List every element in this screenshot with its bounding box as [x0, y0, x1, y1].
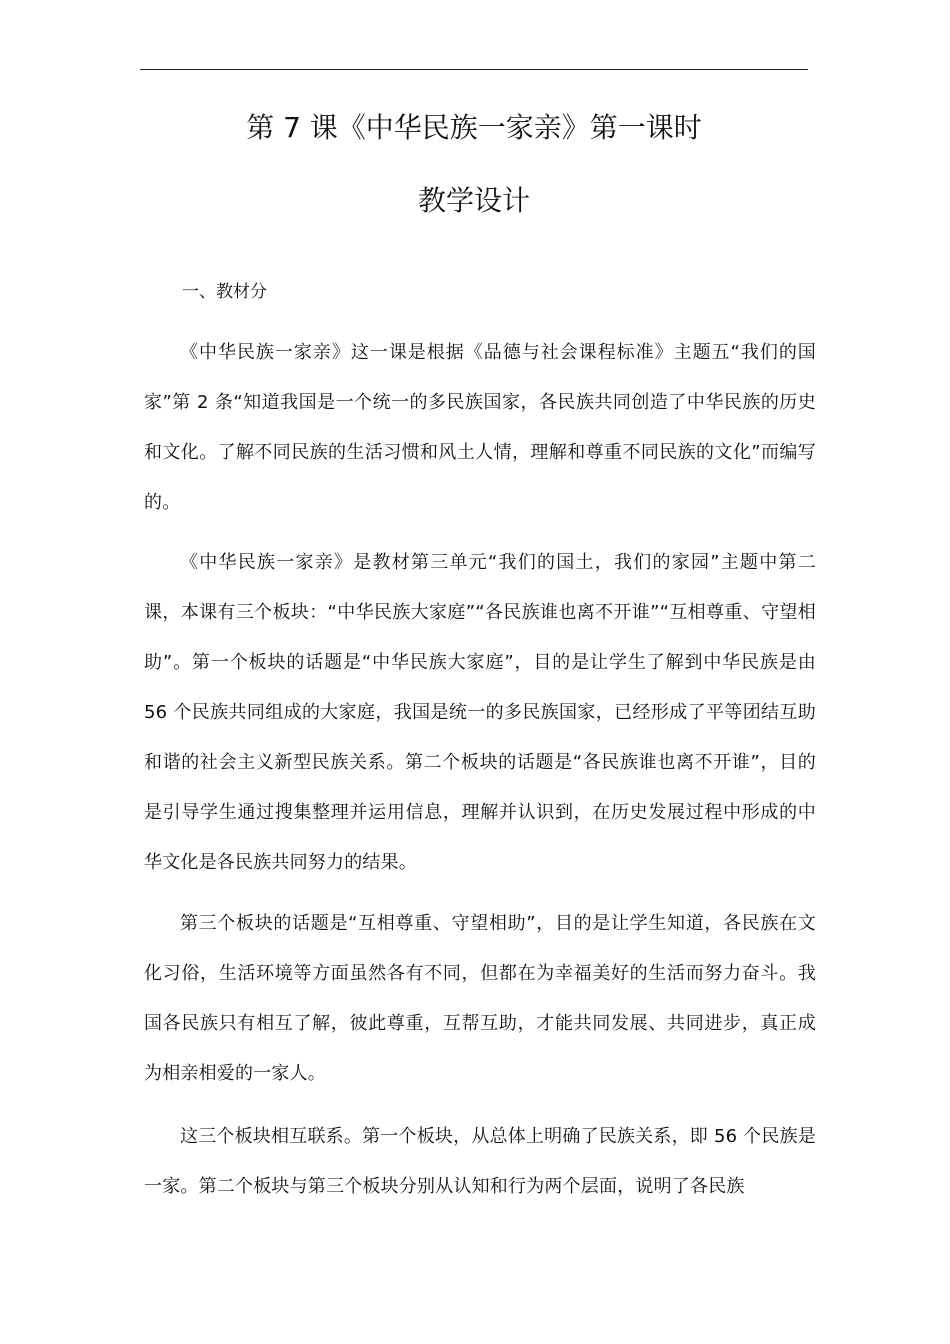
paragraph-2: 《中华民族一家亲》是教材第三单元“我们的国土，我们的家园”主题中第二课，本课有三个板块：“中华民族大家庭”“各民族谁也离不开谁”“互相尊重、守望相助”。第一个板块的话题是“中华民族大家庭”，目的是让学生了解到中华民族是由 56 个民族共同组成的大家庭，我国是统一的多民族国家，已经形成了平等团结互助和谐的社会主义新型民族关系。第二个板块的话题是“各民族谁也离不开谁”，目的是引导学生通过搜集整理并运用信息，理解并认识到，在历史发展过程中形成的中华文化是各民族共同努力的结果。 — [144, 552, 816, 873]
paragraph-1: 《中华民族一家亲》这一课是根据《品德与社会课程标准》主题五“我们的国家”第 2 条“知道我国是一个统一的多民族国家，各民族共同创造了中华民族的历史和文化。了解不同民族的生活习惯和风土人情，理解和尊重不同民族的文化”而编写的。 — [144, 342, 816, 513]
paragraph-3: 第三个板块的话题是“互相尊重、守望相助”，目的是让学生知道，各民族在文化习俗，生活环境等方面虽然各有不同，但都在为幸福美好的生活而努力奋斗。我国各民族只有相互了解，彼此尊重，互帮互助，才能共同发展、共同进步，真正成为相亲相爱的一家人。 — [144, 913, 816, 1084]
section-heading: 一、教材分 — [182, 282, 267, 302]
document-title: 第 7 课《中华民族一家亲》第一课时 — [246, 111, 702, 144]
header-rule — [140, 69, 808, 70]
document-subtitle: 教学设计 — [417, 184, 530, 217]
paragraph-4: 这三个板块相互联系。第一个板块，从总体上明确了民族关系，即 56 个民族是一家。第二个板块与第三个板块分别从认知和行为两个层面，说明了各民族 — [144, 1126, 816, 1197]
